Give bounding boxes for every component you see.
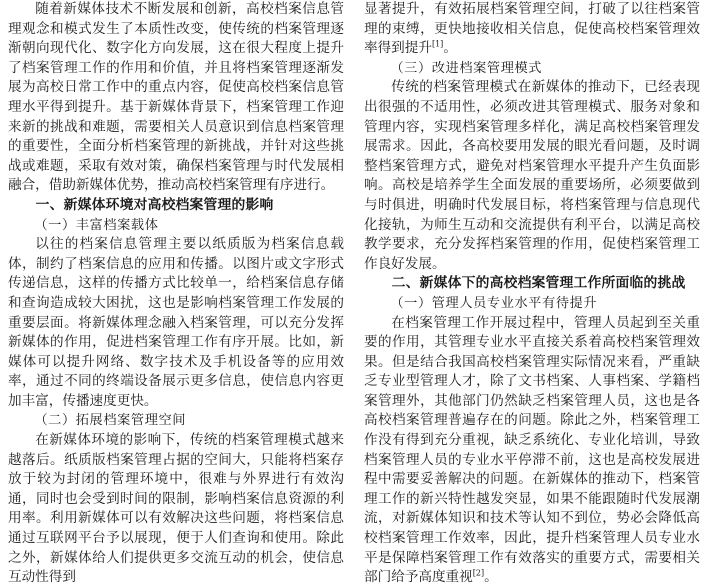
section-heading-2: 二、新媒体下的高校档案管理工作所面临的挑战 [391,275,686,292]
paragraph-expand-space: 在新媒体环境的影响下，传统的档案管理模式越来越落后。纸质版档案管理占据的空间大，只能将档案存放于较为封闭的管理环境中，很难与外界进行有效沟通，同时也会受到时间的限制，影响档案信息资源的利用率。利用新媒体可以有效解决这些问题，将档案信息通过互联网平台予以展现，便于人们查询和使用。除此之外，新媒体给人们提供更多交流互动的机会，使信息互动性得到 [8,432,344,586]
subsection-heading-1-2: （二）拓展档案管理空间 [34,413,187,429]
paragraph-improve-mode: 传统的档案管理模式在新媒体的推动下，已经表现出很强的不适用性，必须改进其管理模式、服务对象和管理内容，实现档案管理多样化，满足高校档案管理发展需求。因此，各高校要用发展的眼光看问题，及时调整档案管理方式，避免对档案管理水平提升产生负面影响。高校是培养学生全面发展的重要场所，必须要做到与时俱进，明确时代发展目标，将档案管理与信息现代化接轨，为师生互动和交流提供有利平台，以满足高校教学要求，充分发挥档案管理的作用，促使档案管理工作良好发展。 [364,79,700,272]
section-heading-1: 一、新媒体环境对高校档案管理的影响 [35,196,274,213]
paragraph-text: 显著提升，有效拓展档案管理空间，打破了以往档案管理的束缚，更快地接收相关信息，促使高校档案管理效率得到提升 [364,1,700,57]
left-column [8,0,344,588]
paragraph-expand-space-continued [364,0,700,59]
intro-paragraph: 随着新媒体技术不断发展和创新，高校档案信息管理观念和模式发生了本质性改变，使传统的档案管理逐渐朝向现代化、数字化方向发展，这在很大程度上提升了档案管理工作的作用和价值，并且将档案管理逐渐发展为高校日常工作中的重点内容，促使高校档案信息管理水平得到提升。基于新媒体背景下，档案管理工作迎来新的挑战和难题，需要相关人员意识到信息档案管理的重要性，全面分析档案管理的新挑战，并针对这些挑战或难题，采取有效对策，确保档案管理与时代发展相融合，借助新媒体优势，推动高校档案管理有序进行。 [8,1,344,194]
paragraph-enrich-carrier: 以往的档案信息管理主要以纸质版为档案信息载体，制约了档案信息的应用和传播。以图片或文字形式传递信息，这样的传播方式比较单一，给档案信息存储和查询造成较大困扰，这也是影响档案管理工作发展的重要层面。将新媒体理念融入档案管理，可以充分发挥新媒体的作用，促进档案管理工作有序开展。比如，新媒体可以提升网络、数字技术及手机设备等的应用效率，通过不同的终端设备展示更多信息，使信息内容更加丰富，传播速度更快。 [8,236,344,409]
subsection-heading-1-1: （一）丰富档案载体 [34,217,159,233]
paragraph-text: 在档案管理工作开展过程中，管理人员起到至关重要的作用，其管理专业水平直接关系着高校档案管理效果。但是结合我国高校档案管理实际情况来看，严重缺乏专业型管理人才，除了文书档案、人事档案、学籍档案管理外，其他部门仍然缺乏档案管理人员，这也是各高校档案管理普遍存在的问题。除此之外，档案管理工作没有得到充分重视，缺乏系统化、专业化培训，导致档案管理人员的专业水平停滞不前，这也是高校发展进程中需要妥善解决的问题。在新媒体的推动下，档案管理工作的新兴特性越发突显，如果不能跟随时代发展潮流，对新媒体知识和技术等认知不到位，势必会降低高校档案管理工作效率，因此，提升档案管理人员专业水平是保障档案管理工作有效落实的重要方式，需要相关部门给予高度重视 [364,314,700,586]
reference-marker: [2] [472,568,485,578]
subsection-heading-1-3: （三）改进档案管理模式 [390,60,543,76]
reference-marker: [1] [431,39,444,49]
right-column [364,0,700,588]
subsection-heading-2-1: （一）管理人员专业水平有待提升 [390,295,598,311]
paragraph-end: 。 [443,40,457,57]
paragraph-end: 。 [484,569,498,586]
paragraph-staff-level [364,314,700,588]
